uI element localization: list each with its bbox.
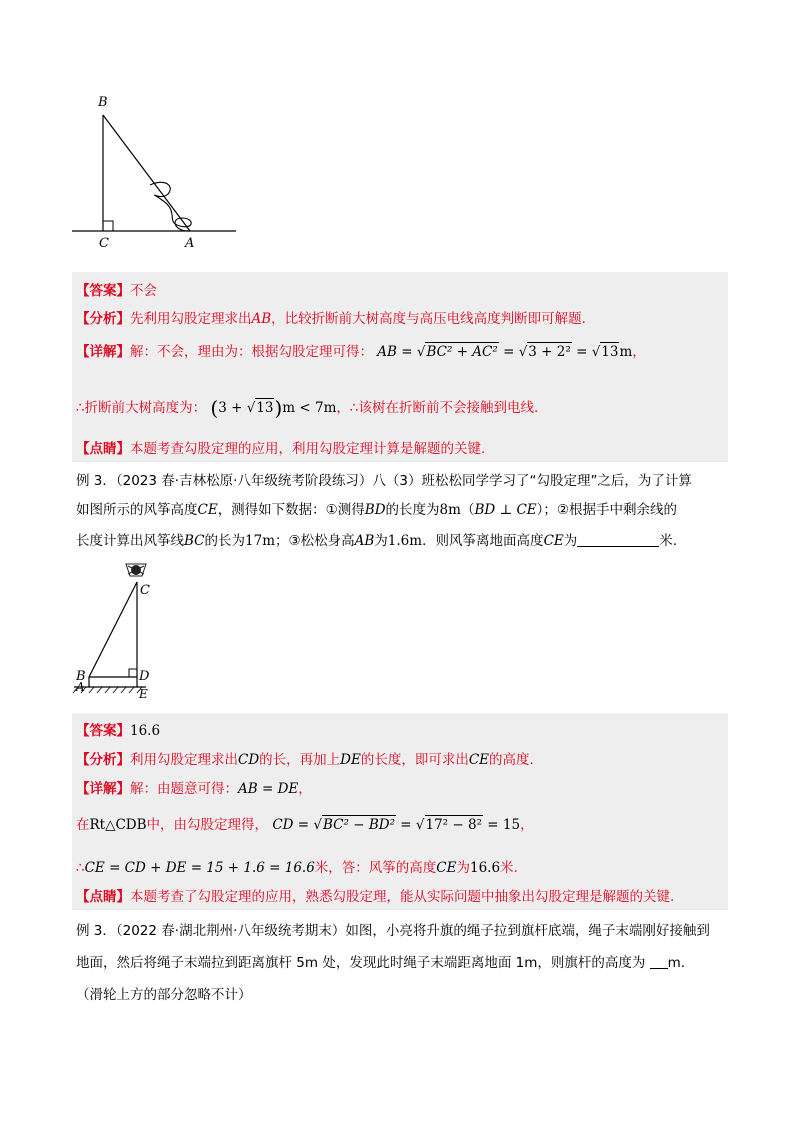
detail-line-2: 【详解】解：由题意可得：AB = DE， — [76, 781, 312, 797]
example3-kite-line2: 如图所示的风筝高度CE，测得如下数据：①测得BD的长度为8m（BD ⊥ CE）；②根据手中剩余线的 — [76, 502, 678, 518]
label-a: A — [76, 680, 85, 694]
label-b: B — [76, 669, 86, 684]
solution-block-2 — [72, 713, 728, 910]
answer-tag: 【答案】 — [76, 283, 130, 299]
segment-bc — [89, 582, 137, 677]
example3-kite-line1: 例 3．（2023 春·吉林松原·八年级统考阶段练习）八（3）班松松同学学习了“勾股定理”之后，为了计算 — [76, 473, 692, 489]
solution-block-1 — [72, 272, 728, 462]
answer-blank-2[interactable] — [650, 954, 668, 969]
example3-flag-line3: （滑轮上方的部分忽略不计） — [76, 987, 252, 1003]
detail-line-2b: 在Rt△CDB中，由勾股定理得， CD = √BC² − BD² = √17² − 8² = 15， — [76, 817, 534, 833]
label-c: C — [99, 236, 109, 251]
analysis-line-1: 【分析】先利用勾股定理求出AB，比较折断前大树高度与高压电线高度判断即可解题. — [76, 311, 586, 327]
analysis-tag: 【分析】 — [76, 311, 130, 327]
label-a: A — [185, 236, 195, 251]
right-angle-mark — [129, 669, 137, 677]
label-b: B — [98, 95, 108, 110]
figure-broken-tree — [70, 90, 240, 255]
pythagoras-equation-1: AB = √BC² + AC² = √3 + 2² = √13m — [377, 344, 633, 360]
answer-text: 不会 — [130, 283, 157, 299]
example3-flag-line2: 地面，然后将绳子末端拉到距离旗杆 5m 处，发现此时绳子末端距离地面 1m，则旗杆的高度为 m. — [76, 955, 686, 971]
label-e: E — [139, 687, 148, 701]
right-angle-mark — [103, 221, 113, 231]
kite-icon — [126, 564, 146, 576]
comment-line-1: 【点睛】本题考查勾股定理的应用，利用勾股定理计算是解题的关键. — [76, 441, 486, 457]
comment-tag: 【点睛】 — [76, 441, 130, 457]
comment-line-2: 【点睛】本题考查了勾股定理的应用，熟悉勾股定理，能从实际问题中抽象出勾股定理是解题的关键. — [76, 889, 675, 905]
pythagoras-equation-2: CD = √BC² − BD² = √17² − 8² = 15 — [272, 817, 521, 833]
answer-blank[interactable] — [577, 532, 659, 547]
example3-kite-line3: 长度计算出风筝线BC的长为17m；③松松身高AB为1.6m．则风筝离地面高度CE为 米. — [76, 533, 678, 549]
answer-value: 16.6 — [130, 723, 161, 739]
segment-ba — [103, 115, 190, 231]
figure-kite — [70, 556, 170, 701]
detail-line-1: 【详解】解：不会，理由为：根据勾股定理可得： AB = √BC² + AC² = √3 + 2² = √13m， — [76, 344, 646, 360]
label-c: C — [140, 583, 150, 598]
therefore-line-2: ∴CE = CD + DE = 15 + 1.6 = 16.6米，答：风筝的高度CE为16.6米. — [76, 860, 518, 876]
height-inequality: (3 + √13)m < 7m — [210, 396, 337, 420]
example3-flag-line1: 例 3．（2022 春·湖北荆州·八年级统考期末）如图，小亮将升旗的绳子拉到旗杆底端，绳子末端刚好接触到 — [76, 923, 710, 939]
detail-tag: 【详解】 — [76, 344, 130, 360]
answer-line-1 — [76, 281, 157, 301]
analysis-line-2: 【分析】利用勾股定理求出CD的长，再加上DE的长度，即可求出CE的高度. — [76, 752, 534, 768]
label-d: D — [139, 669, 150, 684]
answer-line-2: 【答案】16.6 — [76, 723, 161, 739]
therefore-line-1: ∴折断前大树高度为： (3 + √13)m < 7m，∴该树在折断前不会接触到电线. — [76, 396, 539, 420]
